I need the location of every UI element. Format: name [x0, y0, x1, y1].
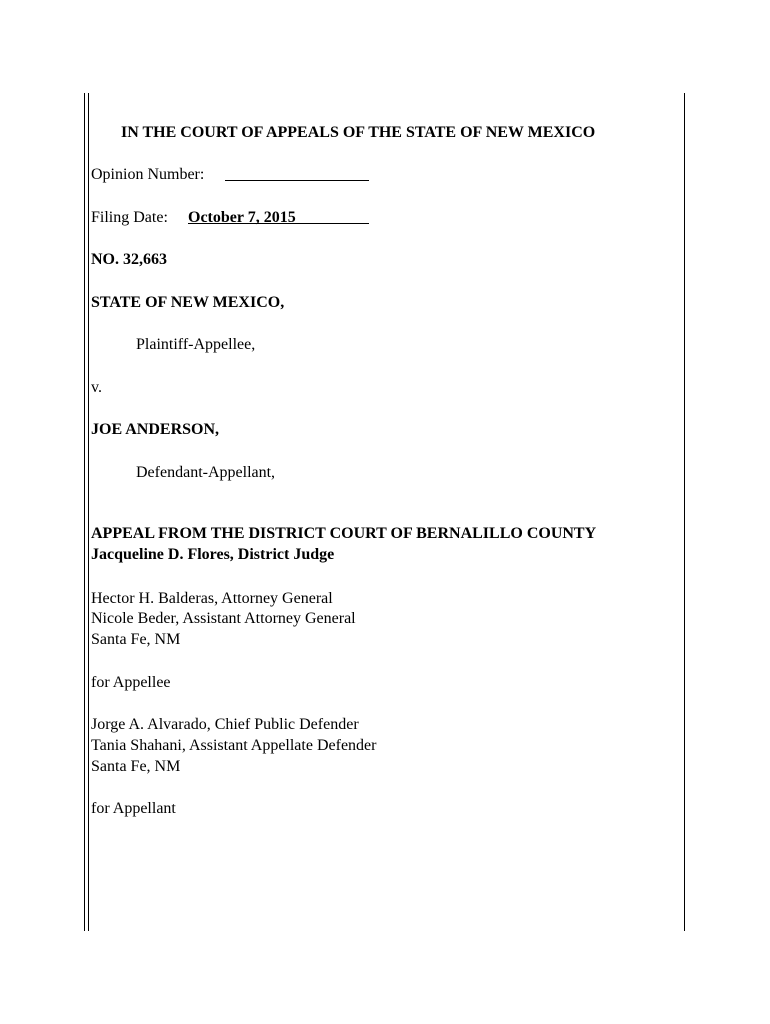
filing-date-underline — [188, 223, 369, 224]
filing-date-label: Filing Date: — [91, 209, 168, 226]
right-margin-rule — [684, 93, 685, 931]
appellee-counsel-line: Santa Fe, NM — [91, 631, 181, 648]
defendant-name: JOE ANDERSON, — [91, 421, 220, 438]
appellant-counsel-line: Jorge A. Alvarado, Chief Public Defender — [91, 716, 359, 733]
left-margin-rule-outer — [84, 93, 85, 931]
defendant-role: Defendant-Appellant, — [136, 464, 276, 481]
left-margin-rule-inner — [88, 93, 89, 931]
court-heading: IN THE COURT OF APPEALS OF THE STATE OF NEW MEXICO — [121, 124, 596, 141]
plaintiff-role: Plaintiff-Appellee, — [136, 336, 256, 353]
appellant-counsel-line: Tania Shahani, Assistant Appellate Defender — [91, 737, 377, 754]
docket-number: NO. 32,663 — [91, 251, 167, 268]
appellee-counsel-line: Nicole Beder, Assistant Attorney General — [91, 610, 356, 627]
for-appellant: for Appellant — [91, 800, 176, 817]
appeal-from: APPEAL FROM THE DISTRICT COURT OF BERNALILLO COUNTY — [91, 525, 597, 542]
plaintiff-name: STATE OF NEW MEXICO, — [91, 294, 285, 311]
versus: v. — [91, 379, 102, 396]
filing-date-value: October 7, 2015 — [188, 209, 296, 226]
appellant-counsel-line: Santa Fe, NM — [91, 758, 181, 775]
appellee-counsel-line: Hector H. Balderas, Attorney General — [91, 590, 333, 607]
filing-date-value-box — [188, 207, 369, 228]
opinion-number-blank — [225, 180, 369, 181]
opinion-number-label: Opinion Number: — [91, 166, 205, 183]
for-appellee: for Appellee — [91, 674, 171, 691]
district-judge: Jacqueline D. Flores, District Judge — [91, 546, 335, 563]
